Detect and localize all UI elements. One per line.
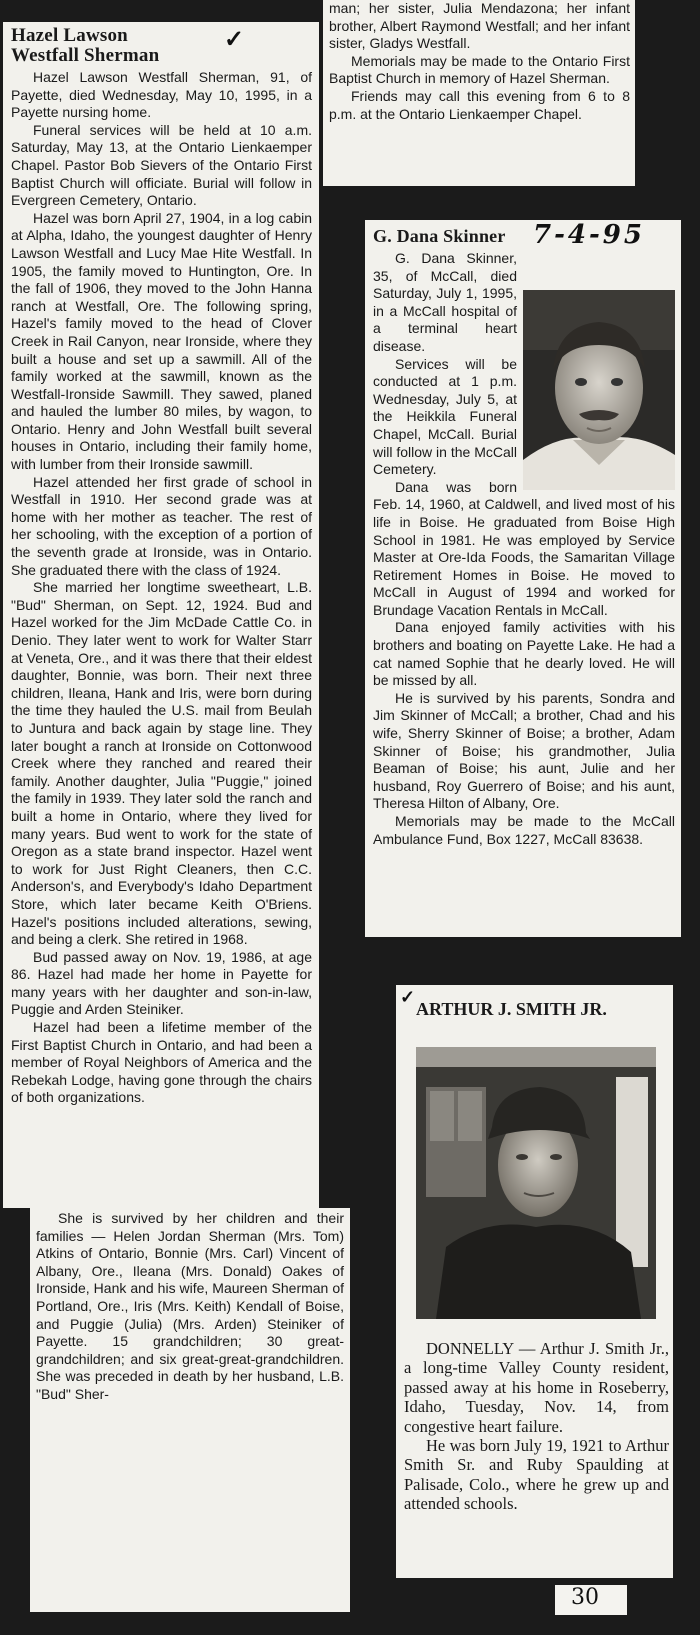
hazel-paragraph-5: She married her longtime sweetheart, L.B. "Bud" Sherman, on Sept. 12, 1924. Bud and Hazel worked for the Jim McDade Cattle Co. in Denio. They later went to work for Walter Starr at Veneta, Ore., and it was there that their eldest daughter, Bonnie, was born. Their next three children, Ileana, Hank and Iris, were born during the time they hauled the U.S. mail from Beulah to Juntura and back again by stage line. They later bought a ranch at Ironside on Cottonwood Creek where they ranched and reared their family. Another daughter, Julia "Puggie," joined the family in 1939. They later sold the ranch and built a home in Ontario, where they lived for many years. Bud went to work for the state of Oregon as a state brand inspector. Hazel went to work for Just Right Cleaners, then C.C. Anderson's, and Everybody's Idaho Department Store, which later became Keith O'Briens. Hazel's positions included alterations, sewing, and being a clerk. She retired in 1968. [11,579,312,948]
hazel-check-mark: ✓ [224,24,245,53]
hazel-obituary-continued [323,0,635,186]
arthur-check-mark: ✓ [400,987,416,1008]
page-number: 30 [571,1585,599,1610]
dana-paragraph-5: He is survived by his parents, Sondra and Jim Skinner of McCall; a brother, Chad and his wife, Sherry Skinner of Boise; a brother, Adam Skinner of Boise; his grandmother, Julia Beaman of Boise; his aunt, Julie and her husband, Roy Guerrero of Boise; and his aunt, Theresa Hilton of Albany, Ore. [373,689,675,812]
hazel-paragraph-6: Bud passed away on Nov. 19, 1986, at age 86. Hazel had made her home in Payette for many years with her daughter and son-in-law, Puggie and Arden Steiniker. [11,948,312,1018]
arthur-paragraph-2: He was born July 19, 1921 to Arthur Smith Sr. and Ruby Spaulding at Palisade, Colo., where he grew up and attended schools. [404,1436,669,1514]
hazel-paragraph-4: Hazel attended her first grade of school in Westfall in 1910. Her second grade was at home with her mother as teacher. The rest of her schooling, with the exception of a portion of the seventh grade at Ironside, was in Ontario. She graduated there with the class of 1924. [11,473,312,578]
hazel-continued-paragraph-3: Friends may call this evening from 6 to 8 p.m. at the Ontario Lienkaemper Chapel. [329,87,630,122]
dana-paragraph-4: Dana enjoyed family activities with his brothers and boating on Payette Lake. He had a cat named Sophie that he dearly loved. He will be missed by all. [373,619,675,689]
hazel-obituary-lower [30,1208,350,1612]
dana-portrait-photo [523,290,675,490]
hazel-paragraph-8: She is survived by her children and their families — Helen Jordan Sherman (Mrs. Tom) Atkins of Ontario, Bonnie (Mrs. Carl) Vincent of Albany, Ore., Ileana (Mrs. Donald) Oakes of Ironside, Hank and his wife, Maureen Sherman of Portland, Ore., Iris (Mrs. Keith) Kendall of Boise, and Puggie (Julia) (Mrs. Arden) Steiniker of Payette. 15 grandchildren; 30 great-grandchildren; and six great-great-grandchildren. She was preceded in death by her husband, L.B. "Bud" Sher- [36,1210,344,1402]
dana-handwritten-date: 7-4-95 [533,220,645,250]
hazel-paragraph-2: Funeral services will be held at 10 a.m. Saturday, May 13, at the Ontario Lienkaemper Chapel. Pastor Bob Sievers of the Ontario First Baptist Church will officiate. Burial will follow in Evergreen Cemetery, Ontario. [11,121,312,209]
hazel-title-line1: Hazel Lawson [11,25,128,46]
hazel-title-line2: Westfall Sherman [11,45,160,66]
hazel-obituary-main [3,22,319,1208]
hazel-paragraph-7: Hazel had been a lifetime member of the First Baptist Church in Ontario, and had been a member of Royal Neighbors of America and the Rebekah Lodge, having gone through the chairs of both organizations. [11,1019,312,1106]
hazel-continued-paragraph-2: Memorials may be made to the Ontario First Baptist Church in memory of Hazel Sherman. [329,52,630,87]
arthur-paragraph-1: DONNELLY — Arthur J. Smith Jr., a long-time Valley County resident, passed away at his home in Roseberry, Idaho, Tuesday, Nov. 14, from congestive heart failure. [404,1339,669,1436]
dana-obituary [365,220,681,937]
arthur-title: ARTHUR J. SMITH JR. [416,999,607,1019]
arthur-obituary [396,985,673,1578]
page-number-tab [555,1585,627,1615]
arthur-portrait-image [416,1047,656,1319]
dana-paragraph-1: G. Dana Skinner, 35, of McCall, died Saturday, July 1, 1995, in a McCall hospital of a terminal heart disease. [373,250,517,354]
dana-paragraph-3: Dana was born Feb. 14, 1960, at Caldwell, and lived most of his life in Boise. He graduated from Boise High School in 1981. He was employed by Service Master at Ore-Ida Foods, the Samaritan Village Retirement Homes in Boise. He moved to McCall in August of 1994 and worked for Brundage Vacation Rentals in McCall. [373,478,675,618]
dana-paragraph-2: Services will be conducted at 1 p.m. Wednesday, July 5, at the Heikkila Funeral Chapel, McCall. Burial will follow in the McCall Cemetery. [373,355,517,478]
hazel-paragraph-1: Hazel Lawson Westfall Sherman, 91, of Payette, died Wednesday, May 10, 1995, in a Payette nursing home. [11,69,312,121]
dana-title: G. Dana Skinner [373,226,506,246]
hazel-paragraph-3: Hazel was born April 27, 1904, in a log cabin at Alpha, Idaho, the youngest daughter of Henry Lawson Westfall and Lucy Mae Hite Westfall. In 1905, the family moved to Huntington, Ore. In the fall of 1906, they moved to the John Hanna ranch at Westfall, Ore. The following spring, Hazel's family moved to the head of Clover Creek in Rail Canyon, near Ironside, where they built a house and set up a sawmill. All of the family worked at the sawmill, known as the Westfall-Ironside Sawmill. They sawed, planed and hauled the lumber 80 miles, by wagon, to Ontario. Henry and John Westfall built several houses in Ontario, including their family home, with lumber from their Ironside sawmill. [11,209,312,473]
dana-paragraph-6: Memorials may be made to the McCall Ambulance Fund, Box 1227, McCall 83638. [373,813,675,847]
dana-portrait-image [523,290,675,490]
arthur-portrait-photo [416,1047,656,1319]
hazel-continued-paragraph-1: man; her sister, Julia Mendazona; her infant brother, Albert Raymond Westfall; and her infant sister, Gladys Westfall. [329,0,630,52]
